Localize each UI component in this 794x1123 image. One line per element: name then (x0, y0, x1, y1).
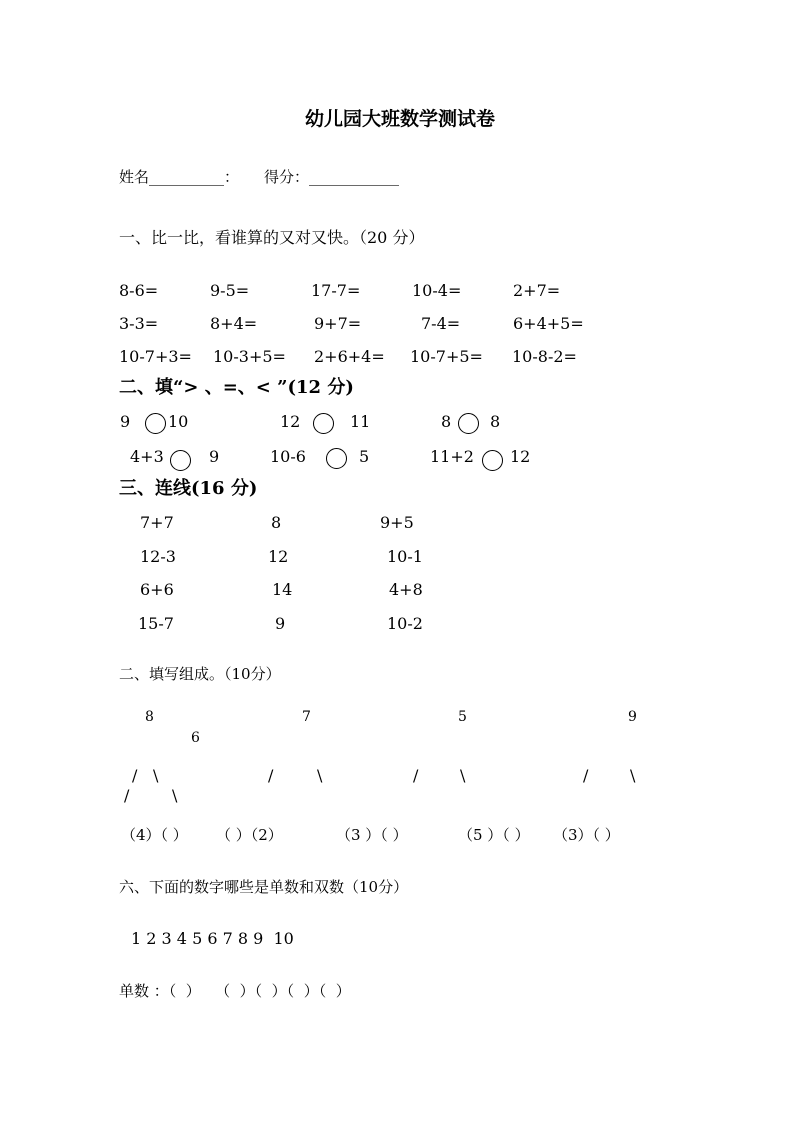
bond-backslash: \ (172, 786, 178, 805)
compare-answer-circle[interactable] (482, 450, 503, 471)
equation: 2+6+4= (314, 347, 385, 366)
page-title: 幼儿园大班数学测试卷 (305, 108, 496, 130)
section3-heading: 三、连线(16 分) (119, 478, 258, 499)
equation: 17-7= (311, 281, 361, 300)
bond-answer-pair: （5 ）（ ） (458, 826, 530, 844)
compare-left: 9 (120, 412, 131, 431)
equation: 8-6= (119, 281, 159, 300)
compare-right: 9 (209, 447, 220, 466)
bond-answer-pair: （ ）（2） (216, 826, 283, 844)
bond-top-number: 6 (191, 730, 200, 746)
match-expression: 12-3 (140, 547, 176, 566)
section2-heading: 二、填“> 、=、< ”(12 分) (119, 377, 354, 398)
bond-answer-pair: （4）（ ） (121, 826, 188, 844)
bond-backslash: \ (630, 766, 636, 785)
bond-top-number: 9 (628, 709, 637, 725)
bond-answer-pair: （3）（ ） (553, 826, 620, 844)
bond-backslash: \ (317, 766, 323, 785)
match-expression: 6+6 (140, 580, 174, 599)
score-field-label: 得分：____________ (264, 168, 400, 186)
bond-slash: / (124, 786, 130, 805)
match-expression: 15-7 (138, 614, 174, 633)
compare-right: 12 (510, 447, 531, 466)
match-number: 14 (272, 580, 293, 599)
equation: 3-3= (119, 314, 159, 333)
match-number: 9 (275, 614, 286, 633)
equation: 10-8-2= (512, 347, 577, 366)
compare-left: 4+3 (130, 447, 164, 466)
section1-heading: 一、比一比，看谁算的又对又快。（20 分） (119, 228, 425, 247)
match-expression: 9+5 (380, 513, 414, 532)
bond-backslash: \ (460, 766, 466, 785)
compare-left: 8 (441, 412, 452, 431)
bond-backslash: \ (153, 766, 159, 785)
compare-answer-circle[interactable] (326, 448, 347, 469)
equation: 7-4= (421, 314, 461, 333)
compare-right: 8 (490, 412, 501, 431)
bond-slash: / (583, 766, 589, 785)
compare-answer-circle[interactable] (458, 413, 479, 434)
compare-answer-circle[interactable] (170, 450, 191, 471)
equation: 10-7+5= (410, 347, 483, 366)
number-sequence: 1 2 3 4 5 6 7 8 9 10 (131, 929, 294, 948)
bond-top-number: 7 (302, 709, 311, 725)
bond-slash: / (132, 766, 138, 785)
bond-top-number: 8 (145, 709, 154, 725)
compare-right: 10 (168, 412, 189, 431)
compare-answer-circle[interactable] (145, 413, 166, 434)
compare-left: 12 (280, 412, 301, 431)
match-expression: 4+8 (389, 580, 423, 599)
match-number: 8 (271, 513, 282, 532)
match-expression: 10-2 (387, 614, 423, 633)
equation: 10-7+3= (119, 347, 192, 366)
equation: 9+7= (314, 314, 362, 333)
compare-left: 11+2 (430, 447, 474, 466)
section4-heading: 二、填写组成。（10分） (119, 665, 281, 683)
odd-numbers-answer: 单数 ：（ ） （ ）（ ）（ ）（ ） (119, 982, 351, 1000)
match-expression: 10-1 (387, 547, 423, 566)
bond-slash: / (268, 766, 274, 785)
section5-heading: 六、下面的数字哪些是单数和双数（10分） (119, 878, 409, 896)
bond-answer-pair: （3 ）（ ） (336, 826, 408, 844)
equation: 6+4+5= (513, 314, 584, 333)
match-number: 12 (268, 547, 289, 566)
compare-right: 5 (359, 447, 370, 466)
compare-answer-circle[interactable] (313, 413, 334, 434)
bond-top-number: 5 (458, 709, 467, 725)
equation: 8+4= (210, 314, 258, 333)
compare-left: 10-6 (270, 447, 306, 466)
name-field-label: 姓名__________： (119, 168, 240, 186)
equation: 10-3+5= (213, 347, 286, 366)
compare-right: 11 (350, 412, 371, 431)
equation: 10-4= (412, 281, 462, 300)
equation: 2+7= (513, 281, 561, 300)
match-expression: 7+7 (140, 513, 174, 532)
equation: 9-5= (210, 281, 250, 300)
bond-slash: / (413, 766, 419, 785)
